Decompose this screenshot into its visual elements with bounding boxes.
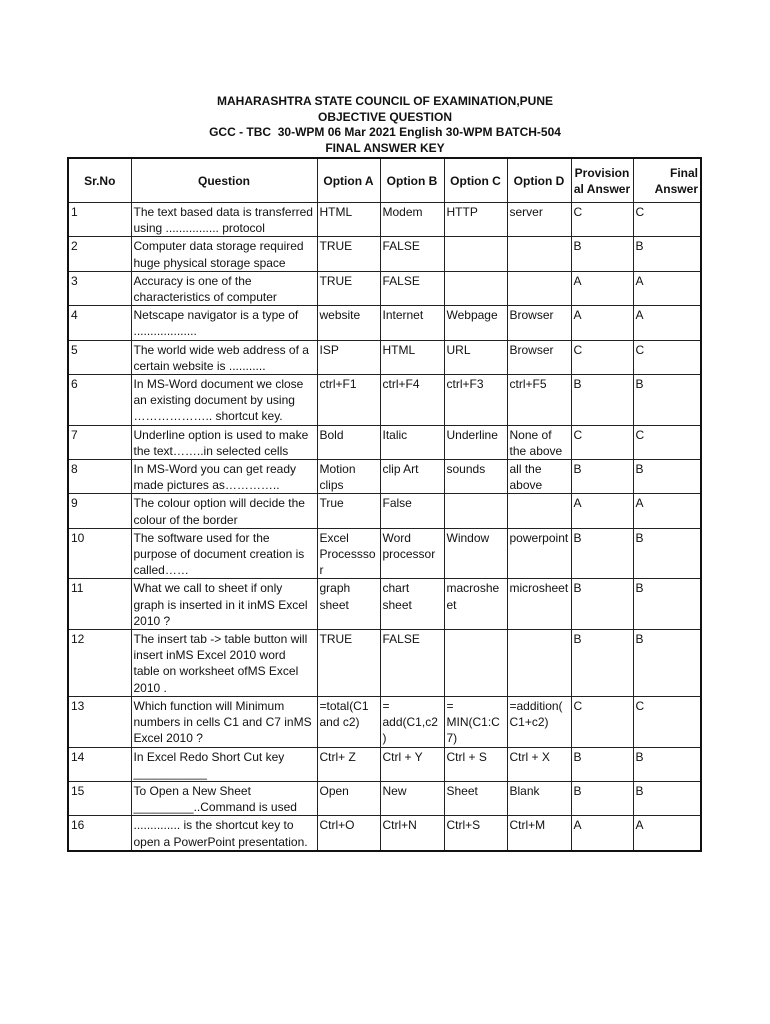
cell-option-d bbox=[507, 237, 571, 271]
cell-option-a: website bbox=[317, 306, 380, 340]
cell-provisional-answer: B bbox=[571, 579, 633, 630]
cell-final-answer: B bbox=[633, 237, 701, 271]
cell-final-answer: A bbox=[633, 271, 701, 305]
table-header-row bbox=[68, 158, 701, 203]
cell-option-c bbox=[444, 494, 507, 528]
cell-provisional-answer: A bbox=[571, 306, 633, 340]
cell-provisional-answer: A bbox=[571, 816, 633, 851]
cell-option-d bbox=[507, 630, 571, 697]
cell-final-answer: A bbox=[633, 306, 701, 340]
cell-option-b: Ctrl+N bbox=[380, 816, 444, 851]
cell-question: The text based data is transferred using ................ protocol bbox=[131, 203, 317, 237]
cell-option-a: HTML bbox=[317, 203, 380, 237]
cell-final-answer: B bbox=[633, 528, 701, 579]
cell-provisional-answer: B bbox=[571, 747, 633, 781]
cell-option-b: = add(C1,c2) bbox=[380, 696, 444, 747]
doc-subtitle: OBJECTIVE QUESTION bbox=[317, 109, 453, 124]
table-row bbox=[68, 494, 701, 528]
cell-option-b: Ctrl + Y bbox=[380, 747, 444, 781]
col-option-b: Option B bbox=[380, 158, 444, 203]
cell-option-b: Internet bbox=[380, 306, 444, 340]
cell-option-c: Window bbox=[444, 528, 507, 579]
cell-provisional-answer: C bbox=[571, 696, 633, 747]
cell-option-c: Ctrl+S bbox=[444, 816, 507, 851]
cell-question: The software used for the purpose of document creation is called…… bbox=[131, 528, 317, 579]
cell-option-a: ctrl+F1 bbox=[317, 375, 380, 426]
cell-srno: 15 bbox=[68, 781, 131, 815]
cell-option-d: None of the above bbox=[507, 425, 571, 459]
cell-option-d: server bbox=[507, 203, 571, 237]
cell-option-d: Ctrl + X bbox=[507, 747, 571, 781]
cell-final-answer: B bbox=[633, 579, 701, 630]
cell-srno: 1 bbox=[68, 203, 131, 237]
table-row bbox=[68, 696, 701, 747]
cell-option-b: HTML bbox=[380, 340, 444, 374]
cell-srno: 9 bbox=[68, 494, 131, 528]
cell-option-b: FALSE bbox=[380, 630, 444, 697]
cell-option-a: Bold bbox=[317, 425, 380, 459]
cell-question: To Open a New Sheet _________..Command is used bbox=[131, 781, 317, 815]
col-provisional-answer: Provisional Answer bbox=[571, 158, 633, 203]
table-row bbox=[68, 340, 701, 374]
cell-question: The world wide web address of a certain website is ........... bbox=[131, 340, 317, 374]
cell-question: In MS-Word you can get ready made pictures as………….. bbox=[131, 460, 317, 494]
cell-question: In MS-Word document we close an existing document by using ……………….. shortcut key. bbox=[131, 375, 317, 426]
cell-option-a: Ctrl+O bbox=[317, 816, 380, 851]
cell-final-answer: B bbox=[633, 460, 701, 494]
cell-provisional-answer: B bbox=[571, 528, 633, 579]
cell-final-answer: B bbox=[633, 375, 701, 426]
cell-srno: 16 bbox=[68, 816, 131, 851]
cell-option-a: ISP bbox=[317, 340, 380, 374]
cell-final-answer: A bbox=[633, 816, 701, 851]
cell-option-a: =total(C1 and c2) bbox=[317, 696, 380, 747]
cell-option-b: chart sheet bbox=[380, 579, 444, 630]
cell-srno: 10 bbox=[68, 528, 131, 579]
col-option-a: Option A bbox=[317, 158, 380, 203]
cell-srno: 6 bbox=[68, 375, 131, 426]
table-row bbox=[68, 203, 701, 237]
cell-final-answer: C bbox=[633, 425, 701, 459]
cell-question: Which function will Minimum numbers in cells C1 and C7 inMS Excel 2010 ? bbox=[131, 696, 317, 747]
table-row bbox=[68, 237, 701, 271]
cell-question: Accuracy is one of the characteristics of computer bbox=[131, 271, 317, 305]
cell-final-answer: B bbox=[633, 747, 701, 781]
cell-question: In Excel Redo Short Cut key ___________ bbox=[131, 747, 317, 781]
cell-option-b: Word processor bbox=[380, 528, 444, 579]
cell-option-a: Ctrl+ Z bbox=[317, 747, 380, 781]
col-srno: Sr.No bbox=[68, 158, 131, 203]
cell-option-d: ctrl+F5 bbox=[507, 375, 571, 426]
cell-option-a: Motion clips bbox=[317, 460, 380, 494]
cell-final-answer: B bbox=[633, 781, 701, 815]
cell-question: Underline option is used to make the text……..in selected cells bbox=[131, 425, 317, 459]
cell-option-d: =addition(C1+c2) bbox=[507, 696, 571, 747]
cell-option-d: all the above bbox=[507, 460, 571, 494]
cell-provisional-answer: C bbox=[571, 425, 633, 459]
cell-option-a: TRUE bbox=[317, 237, 380, 271]
cell-option-d: powerpoint bbox=[507, 528, 571, 579]
cell-provisional-answer: A bbox=[571, 271, 633, 305]
cell-option-d bbox=[507, 271, 571, 305]
cell-option-c: macrosheet bbox=[444, 579, 507, 630]
cell-srno: 8 bbox=[68, 460, 131, 494]
cell-option-d: Browser bbox=[507, 306, 571, 340]
table-row bbox=[68, 460, 701, 494]
cell-question: Netscape navigator is a type of ................... bbox=[131, 306, 317, 340]
cell-final-answer: A bbox=[633, 494, 701, 528]
cell-srno: 14 bbox=[68, 747, 131, 781]
cell-question: .............. is the shortcut key to open a PowerPoint presentation. bbox=[131, 816, 317, 851]
cell-option-b: FALSE bbox=[380, 271, 444, 305]
cell-option-a: graph sheet bbox=[317, 579, 380, 630]
cell-srno: 13 bbox=[68, 696, 131, 747]
cell-option-a: True bbox=[317, 494, 380, 528]
org-title: MAHARASHTRA STATE COUNCIL OF EXAMINATION,PUNE bbox=[217, 94, 553, 108]
cell-provisional-answer: B bbox=[571, 375, 633, 426]
cell-option-d bbox=[507, 494, 571, 528]
cell-option-d: microsheet bbox=[507, 579, 571, 630]
cell-option-c: = MIN(C1:C7) bbox=[444, 696, 507, 747]
table-row bbox=[68, 528, 701, 579]
cell-option-c bbox=[444, 237, 507, 271]
cell-option-d: Blank bbox=[507, 781, 571, 815]
cell-option-c: URL bbox=[444, 340, 507, 374]
cell-option-a: TRUE bbox=[317, 271, 380, 305]
cell-option-b: False bbox=[380, 494, 444, 528]
document-header bbox=[0, 94, 770, 156]
cell-option-d: Browser bbox=[507, 340, 571, 374]
cell-srno: 7 bbox=[68, 425, 131, 459]
table-row bbox=[68, 375, 701, 426]
cell-srno: 11 bbox=[68, 579, 131, 630]
cell-srno: 2 bbox=[68, 237, 131, 271]
col-final-answer: Final Answer bbox=[633, 158, 701, 203]
table-row bbox=[68, 747, 701, 781]
cell-final-answer: C bbox=[633, 203, 701, 237]
cell-srno: 4 bbox=[68, 306, 131, 340]
cell-option-c: HTTP bbox=[444, 203, 507, 237]
cell-option-b: New bbox=[380, 781, 444, 815]
cell-provisional-answer: C bbox=[571, 340, 633, 374]
cell-srno: 12 bbox=[68, 630, 131, 697]
cell-option-c bbox=[444, 271, 507, 305]
cell-srno: 5 bbox=[68, 340, 131, 374]
col-option-c: Option C bbox=[444, 158, 507, 203]
cell-option-b: FALSE bbox=[380, 237, 444, 271]
cell-option-b: Italic bbox=[380, 425, 444, 459]
table-row bbox=[68, 781, 701, 815]
cell-option-c: Sheet bbox=[444, 781, 507, 815]
cell-final-answer: B bbox=[633, 630, 701, 697]
cell-provisional-answer: B bbox=[571, 237, 633, 271]
exam-title: GCC - TBC 30-WPM 06 Mar 2021 English 30-WPM BATCH-504 bbox=[209, 125, 561, 139]
cell-option-b: Modem bbox=[380, 203, 444, 237]
cell-question: The colour option will decide the colour of the border bbox=[131, 494, 317, 528]
cell-option-c: Ctrl + S bbox=[444, 747, 507, 781]
cell-option-d: Ctrl+M bbox=[507, 816, 571, 851]
cell-option-b: ctrl+F4 bbox=[380, 375, 444, 426]
cell-question: What we call to sheet if only graph is inserted in it inMS Excel 2010 ? bbox=[131, 579, 317, 630]
cell-option-b: clip Art bbox=[380, 460, 444, 494]
table-row bbox=[68, 816, 701, 851]
cell-srno: 3 bbox=[68, 271, 131, 305]
cell-provisional-answer: B bbox=[571, 781, 633, 815]
table-row bbox=[68, 425, 701, 459]
cell-question: The insert tab -> table button will insert inMS Excel 2010 word table on worksheet ofMS Excel 2010 . bbox=[131, 630, 317, 697]
table-row bbox=[68, 271, 701, 305]
cell-provisional-answer: B bbox=[571, 460, 633, 494]
cell-option-a: Open bbox=[317, 781, 380, 815]
cell-provisional-answer: B bbox=[571, 630, 633, 697]
col-question: Question bbox=[131, 158, 317, 203]
table-row bbox=[68, 630, 701, 697]
cell-option-a: Excel Processsor bbox=[317, 528, 380, 579]
answer-key-table bbox=[67, 157, 702, 852]
answer-key-title: FINAL ANSWER KEY bbox=[325, 140, 445, 155]
cell-option-c: sounds bbox=[444, 460, 507, 494]
cell-option-c: ctrl+F3 bbox=[444, 375, 507, 426]
cell-provisional-answer: A bbox=[571, 494, 633, 528]
cell-option-c: Webpage bbox=[444, 306, 507, 340]
col-option-d: Option D bbox=[507, 158, 571, 203]
table-row bbox=[68, 306, 701, 340]
cell-question: Computer data storage required huge physical storage space bbox=[131, 237, 317, 271]
cell-option-c: Underline bbox=[444, 425, 507, 459]
cell-option-a: TRUE bbox=[317, 630, 380, 697]
table-row bbox=[68, 579, 701, 630]
cell-final-answer: C bbox=[633, 696, 701, 747]
cell-provisional-answer: C bbox=[571, 203, 633, 237]
cell-final-answer: C bbox=[633, 340, 701, 374]
cell-option-c bbox=[444, 630, 507, 697]
